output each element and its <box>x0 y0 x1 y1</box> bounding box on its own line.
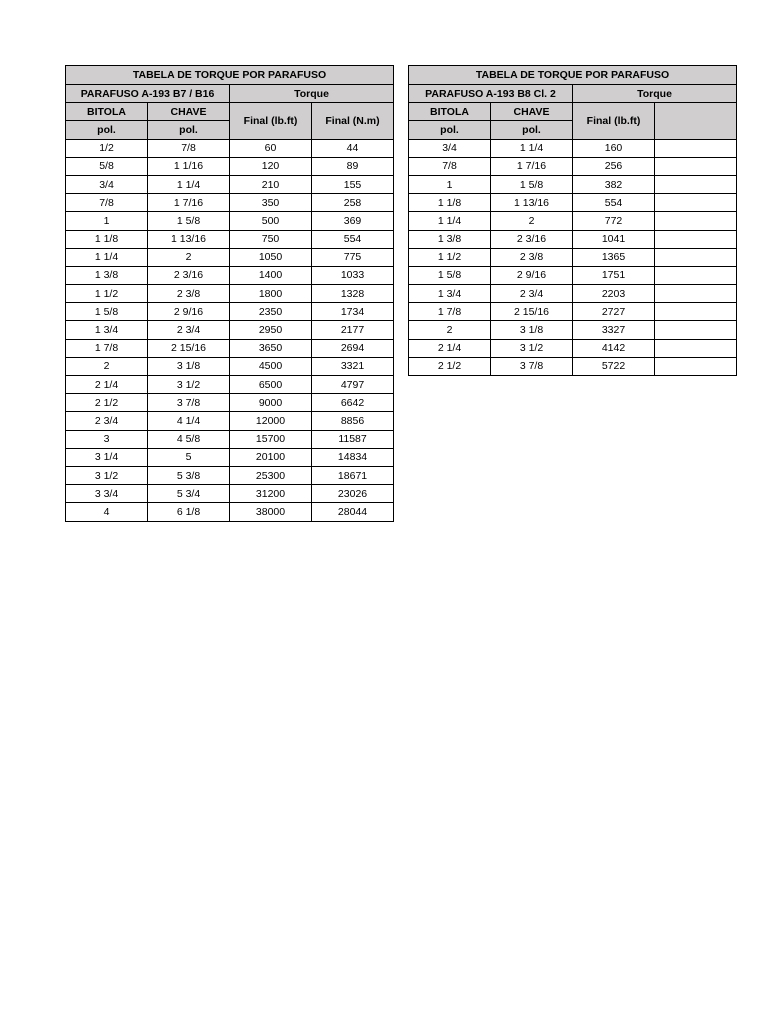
torque-header: Torque <box>573 85 737 103</box>
final-nm-cell: 369 <box>312 212 394 230</box>
table-row <box>409 321 737 339</box>
bitola-cell: 1 1/8 <box>66 230 148 248</box>
table-row <box>409 175 737 193</box>
unit-bitola: pol. <box>66 121 148 139</box>
bitola-cell: 1 1/4 <box>66 248 148 266</box>
chave-cell: 2 15/16 <box>491 303 573 321</box>
final-lbft-cell: 256 <box>573 157 655 175</box>
chave-cell: 2 3/16 <box>491 230 573 248</box>
bitola-cell: 3 <box>66 430 148 448</box>
table-row <box>66 175 394 193</box>
chave-cell: 2 3/4 <box>148 321 230 339</box>
bitola-cell: 3/4 <box>66 175 148 193</box>
torque-table-b8-cl2 <box>408 65 737 376</box>
final-lbft-cell: 350 <box>230 194 312 212</box>
table-row <box>66 357 394 375</box>
col-chave-header: CHAVE <box>148 103 230 121</box>
table-row <box>409 303 737 321</box>
chave-cell: 2 <box>491 212 573 230</box>
bitola-cell: 7/8 <box>409 157 491 175</box>
table-row <box>409 248 737 266</box>
chave-cell: 3 1/2 <box>148 376 230 394</box>
table-row <box>409 194 737 212</box>
chave-cell: 7/8 <box>148 139 230 157</box>
final-lbft-cell: 9000 <box>230 394 312 412</box>
column-header-row <box>409 103 737 121</box>
bitola-cell: 1 3/8 <box>409 230 491 248</box>
table-row <box>66 285 394 303</box>
final-lbft-cell: 3650 <box>230 339 312 357</box>
table-row <box>66 485 394 503</box>
table-row <box>66 248 394 266</box>
chave-cell: 2 <box>148 248 230 266</box>
final-lbft-cell: 5722 <box>573 357 655 375</box>
table-row <box>409 285 737 303</box>
final-nm-cell: 775 <box>312 248 394 266</box>
chave-cell: 1 7/16 <box>491 157 573 175</box>
final-lbft-cell: 2950 <box>230 321 312 339</box>
table-row <box>409 357 737 375</box>
table-row <box>66 394 394 412</box>
final-nm-cell: 6642 <box>312 394 394 412</box>
bitola-cell: 1 7/8 <box>409 303 491 321</box>
chave-cell: 1 1/4 <box>491 139 573 157</box>
table-row <box>66 303 394 321</box>
table-spec-row <box>66 85 394 103</box>
final-nm-cell: 554 <box>312 230 394 248</box>
final-nm-cell: 18671 <box>312 466 394 484</box>
final-lbft-cell: 4142 <box>573 339 655 357</box>
chave-cell: 1 1/4 <box>148 175 230 193</box>
chave-cell: 3 7/8 <box>148 394 230 412</box>
table-row <box>66 412 394 430</box>
final-nm-cell <box>655 248 737 266</box>
chave-cell: 5 3/4 <box>148 485 230 503</box>
chave-cell: 3 1/8 <box>148 357 230 375</box>
col-bitola-header: BITOLA <box>409 103 491 121</box>
final-nm-cell <box>655 139 737 157</box>
chave-cell: 2 3/8 <box>491 248 573 266</box>
final-nm-cell <box>655 230 737 248</box>
chave-cell: 4 5/8 <box>148 430 230 448</box>
final-lbft-cell: 500 <box>230 212 312 230</box>
final-nm-cell: 3321 <box>312 357 394 375</box>
final-lbft-cell: 210 <box>230 175 312 193</box>
final-nm-cell <box>655 285 737 303</box>
final-nm-cell <box>655 303 737 321</box>
bitola-cell: 3/4 <box>409 139 491 157</box>
chave-cell: 2 9/16 <box>491 266 573 284</box>
bitola-cell: 1 5/8 <box>66 303 148 321</box>
final-nm-cell: 11587 <box>312 430 394 448</box>
final-lbft-cell: 1400 <box>230 266 312 284</box>
col-final-nm-header <box>655 103 737 139</box>
bitola-cell: 1 <box>409 175 491 193</box>
chave-cell: 2 3/4 <box>491 285 573 303</box>
final-nm-cell: 155 <box>312 175 394 193</box>
table-row <box>66 448 394 466</box>
chave-cell: 2 15/16 <box>148 339 230 357</box>
torque-header: Torque <box>230 85 394 103</box>
col-bitola-header: BITOLA <box>66 103 148 121</box>
bitola-cell: 3 1/4 <box>66 448 148 466</box>
chave-cell: 1 13/16 <box>148 230 230 248</box>
final-nm-cell: 258 <box>312 194 394 212</box>
final-nm-cell: 8856 <box>312 412 394 430</box>
final-nm-cell: 44 <box>312 139 394 157</box>
final-lbft-cell: 31200 <box>230 485 312 503</box>
table-title-row <box>66 66 394 85</box>
torque-table-b8-cl2-body <box>409 66 737 376</box>
final-nm-cell: 23026 <box>312 485 394 503</box>
final-nm-cell: 1033 <box>312 266 394 284</box>
chave-cell: 2 3/8 <box>148 285 230 303</box>
bitola-cell: 4 <box>66 503 148 521</box>
table-row <box>66 321 394 339</box>
chave-cell: 3 1/2 <box>491 339 573 357</box>
bitola-cell: 2 1/2 <box>66 394 148 412</box>
final-lbft-cell: 25300 <box>230 466 312 484</box>
bitola-cell: 1 3/4 <box>409 285 491 303</box>
final-nm-cell <box>655 357 737 375</box>
final-lbft-cell: 750 <box>230 230 312 248</box>
col-final-lbft-header: Final (lb.ft) <box>573 103 655 139</box>
chave-cell: 1 1/16 <box>148 157 230 175</box>
final-nm-cell: 28044 <box>312 503 394 521</box>
chave-cell: 1 5/8 <box>148 212 230 230</box>
final-nm-cell: 14834 <box>312 448 394 466</box>
final-lbft-cell: 1041 <box>573 230 655 248</box>
bitola-cell: 5/8 <box>66 157 148 175</box>
final-lbft-cell: 554 <box>573 194 655 212</box>
bitola-cell: 1 1/4 <box>409 212 491 230</box>
final-lbft-cell: 382 <box>573 175 655 193</box>
chave-cell: 2 3/16 <box>148 266 230 284</box>
table-spec-row <box>409 85 737 103</box>
final-nm-cell <box>655 321 737 339</box>
col-chave-header: CHAVE <box>491 103 573 121</box>
torque-table-b8-clip <box>408 65 672 385</box>
final-nm-cell <box>655 194 737 212</box>
final-nm-cell: 2694 <box>312 339 394 357</box>
bitola-cell: 1 1/2 <box>409 248 491 266</box>
table-row <box>66 139 394 157</box>
final-nm-cell: 1734 <box>312 303 394 321</box>
chave-cell: 2 9/16 <box>148 303 230 321</box>
table-row <box>66 266 394 284</box>
final-lbft-cell: 120 <box>230 157 312 175</box>
unit-chave: pol. <box>491 121 573 139</box>
chave-cell: 5 3/8 <box>148 466 230 484</box>
col-final-nm-header: Final (N.m) <box>312 103 394 139</box>
bitola-cell: 2 <box>409 321 491 339</box>
chave-cell: 5 <box>148 448 230 466</box>
final-nm-cell <box>655 175 737 193</box>
final-lbft-cell: 160 <box>573 139 655 157</box>
final-nm-cell: 2177 <box>312 321 394 339</box>
table-row <box>66 339 394 357</box>
bolt-spec-label: PARAFUSO A-193 B7 / B16 <box>66 85 230 103</box>
final-lbft-cell: 772 <box>573 212 655 230</box>
bitola-cell: 2 1/4 <box>66 376 148 394</box>
bitola-cell: 2 1/4 <box>409 339 491 357</box>
final-lbft-cell: 1751 <box>573 266 655 284</box>
final-lbft-cell: 4500 <box>230 357 312 375</box>
table-row <box>409 339 737 357</box>
table-row <box>409 266 737 284</box>
table-row <box>66 430 394 448</box>
bitola-cell: 7/8 <box>66 194 148 212</box>
chave-cell: 1 5/8 <box>491 175 573 193</box>
table-row <box>66 230 394 248</box>
table-row <box>409 139 737 157</box>
final-nm-cell: 89 <box>312 157 394 175</box>
table-title: TABELA DE TORQUE POR PARAFUSO <box>66 66 394 85</box>
final-lbft-cell: 2203 <box>573 285 655 303</box>
final-lbft-cell: 6500 <box>230 376 312 394</box>
bitola-cell: 2 3/4 <box>66 412 148 430</box>
table-row <box>66 503 394 521</box>
table-row <box>66 376 394 394</box>
final-nm-cell: 4797 <box>312 376 394 394</box>
bitola-cell: 1 1/2 <box>66 285 148 303</box>
chave-cell: 6 1/8 <box>148 503 230 521</box>
final-nm-cell: 1328 <box>312 285 394 303</box>
final-lbft-cell: 60 <box>230 139 312 157</box>
torque-table-b7-b16-body <box>66 66 394 522</box>
final-lbft-cell: 1800 <box>230 285 312 303</box>
table-row <box>66 466 394 484</box>
table-title: TABELA DE TORQUE POR PARAFUSO <box>409 66 737 85</box>
bitola-cell: 1 3/8 <box>66 266 148 284</box>
bitola-cell: 1 7/8 <box>66 339 148 357</box>
col-final-lbft-header: Final (lb.ft) <box>230 103 312 139</box>
final-lbft-cell: 12000 <box>230 412 312 430</box>
final-lbft-cell: 1050 <box>230 248 312 266</box>
bitola-cell: 2 1/2 <box>409 357 491 375</box>
table-row <box>66 194 394 212</box>
unit-chave: pol. <box>148 121 230 139</box>
final-nm-cell <box>655 212 737 230</box>
final-lbft-cell: 2727 <box>573 303 655 321</box>
bitola-cell: 2 <box>66 357 148 375</box>
table-row <box>409 157 737 175</box>
bitola-cell: 1/2 <box>66 139 148 157</box>
bolt-spec-label: PARAFUSO A-193 B8 Cl. 2 <box>409 85 573 103</box>
bitola-cell: 3 3/4 <box>66 485 148 503</box>
final-lbft-cell: 3327 <box>573 321 655 339</box>
chave-cell: 1 7/16 <box>148 194 230 212</box>
final-nm-cell <box>655 157 737 175</box>
final-nm-cell <box>655 266 737 284</box>
bitola-cell: 1 3/4 <box>66 321 148 339</box>
bitola-cell: 1 5/8 <box>409 266 491 284</box>
table-row <box>409 212 737 230</box>
bitola-cell: 1 <box>66 212 148 230</box>
unit-bitola: pol. <box>409 121 491 139</box>
chave-cell: 1 13/16 <box>491 194 573 212</box>
torque-table-b7-b16 <box>65 65 394 522</box>
table-title-row <box>409 66 737 85</box>
final-lbft-cell: 15700 <box>230 430 312 448</box>
column-header-row <box>66 103 394 121</box>
final-lbft-cell: 1365 <box>573 248 655 266</box>
final-lbft-cell: 2350 <box>230 303 312 321</box>
chave-cell: 3 1/8 <box>491 321 573 339</box>
table-row <box>66 157 394 175</box>
final-nm-cell <box>655 339 737 357</box>
bitola-cell: 3 1/2 <box>66 466 148 484</box>
table-row <box>66 212 394 230</box>
chave-cell: 3 7/8 <box>491 357 573 375</box>
chave-cell: 4 1/4 <box>148 412 230 430</box>
table-row <box>409 230 737 248</box>
final-lbft-cell: 20100 <box>230 448 312 466</box>
bitola-cell: 1 1/8 <box>409 194 491 212</box>
final-lbft-cell: 38000 <box>230 503 312 521</box>
